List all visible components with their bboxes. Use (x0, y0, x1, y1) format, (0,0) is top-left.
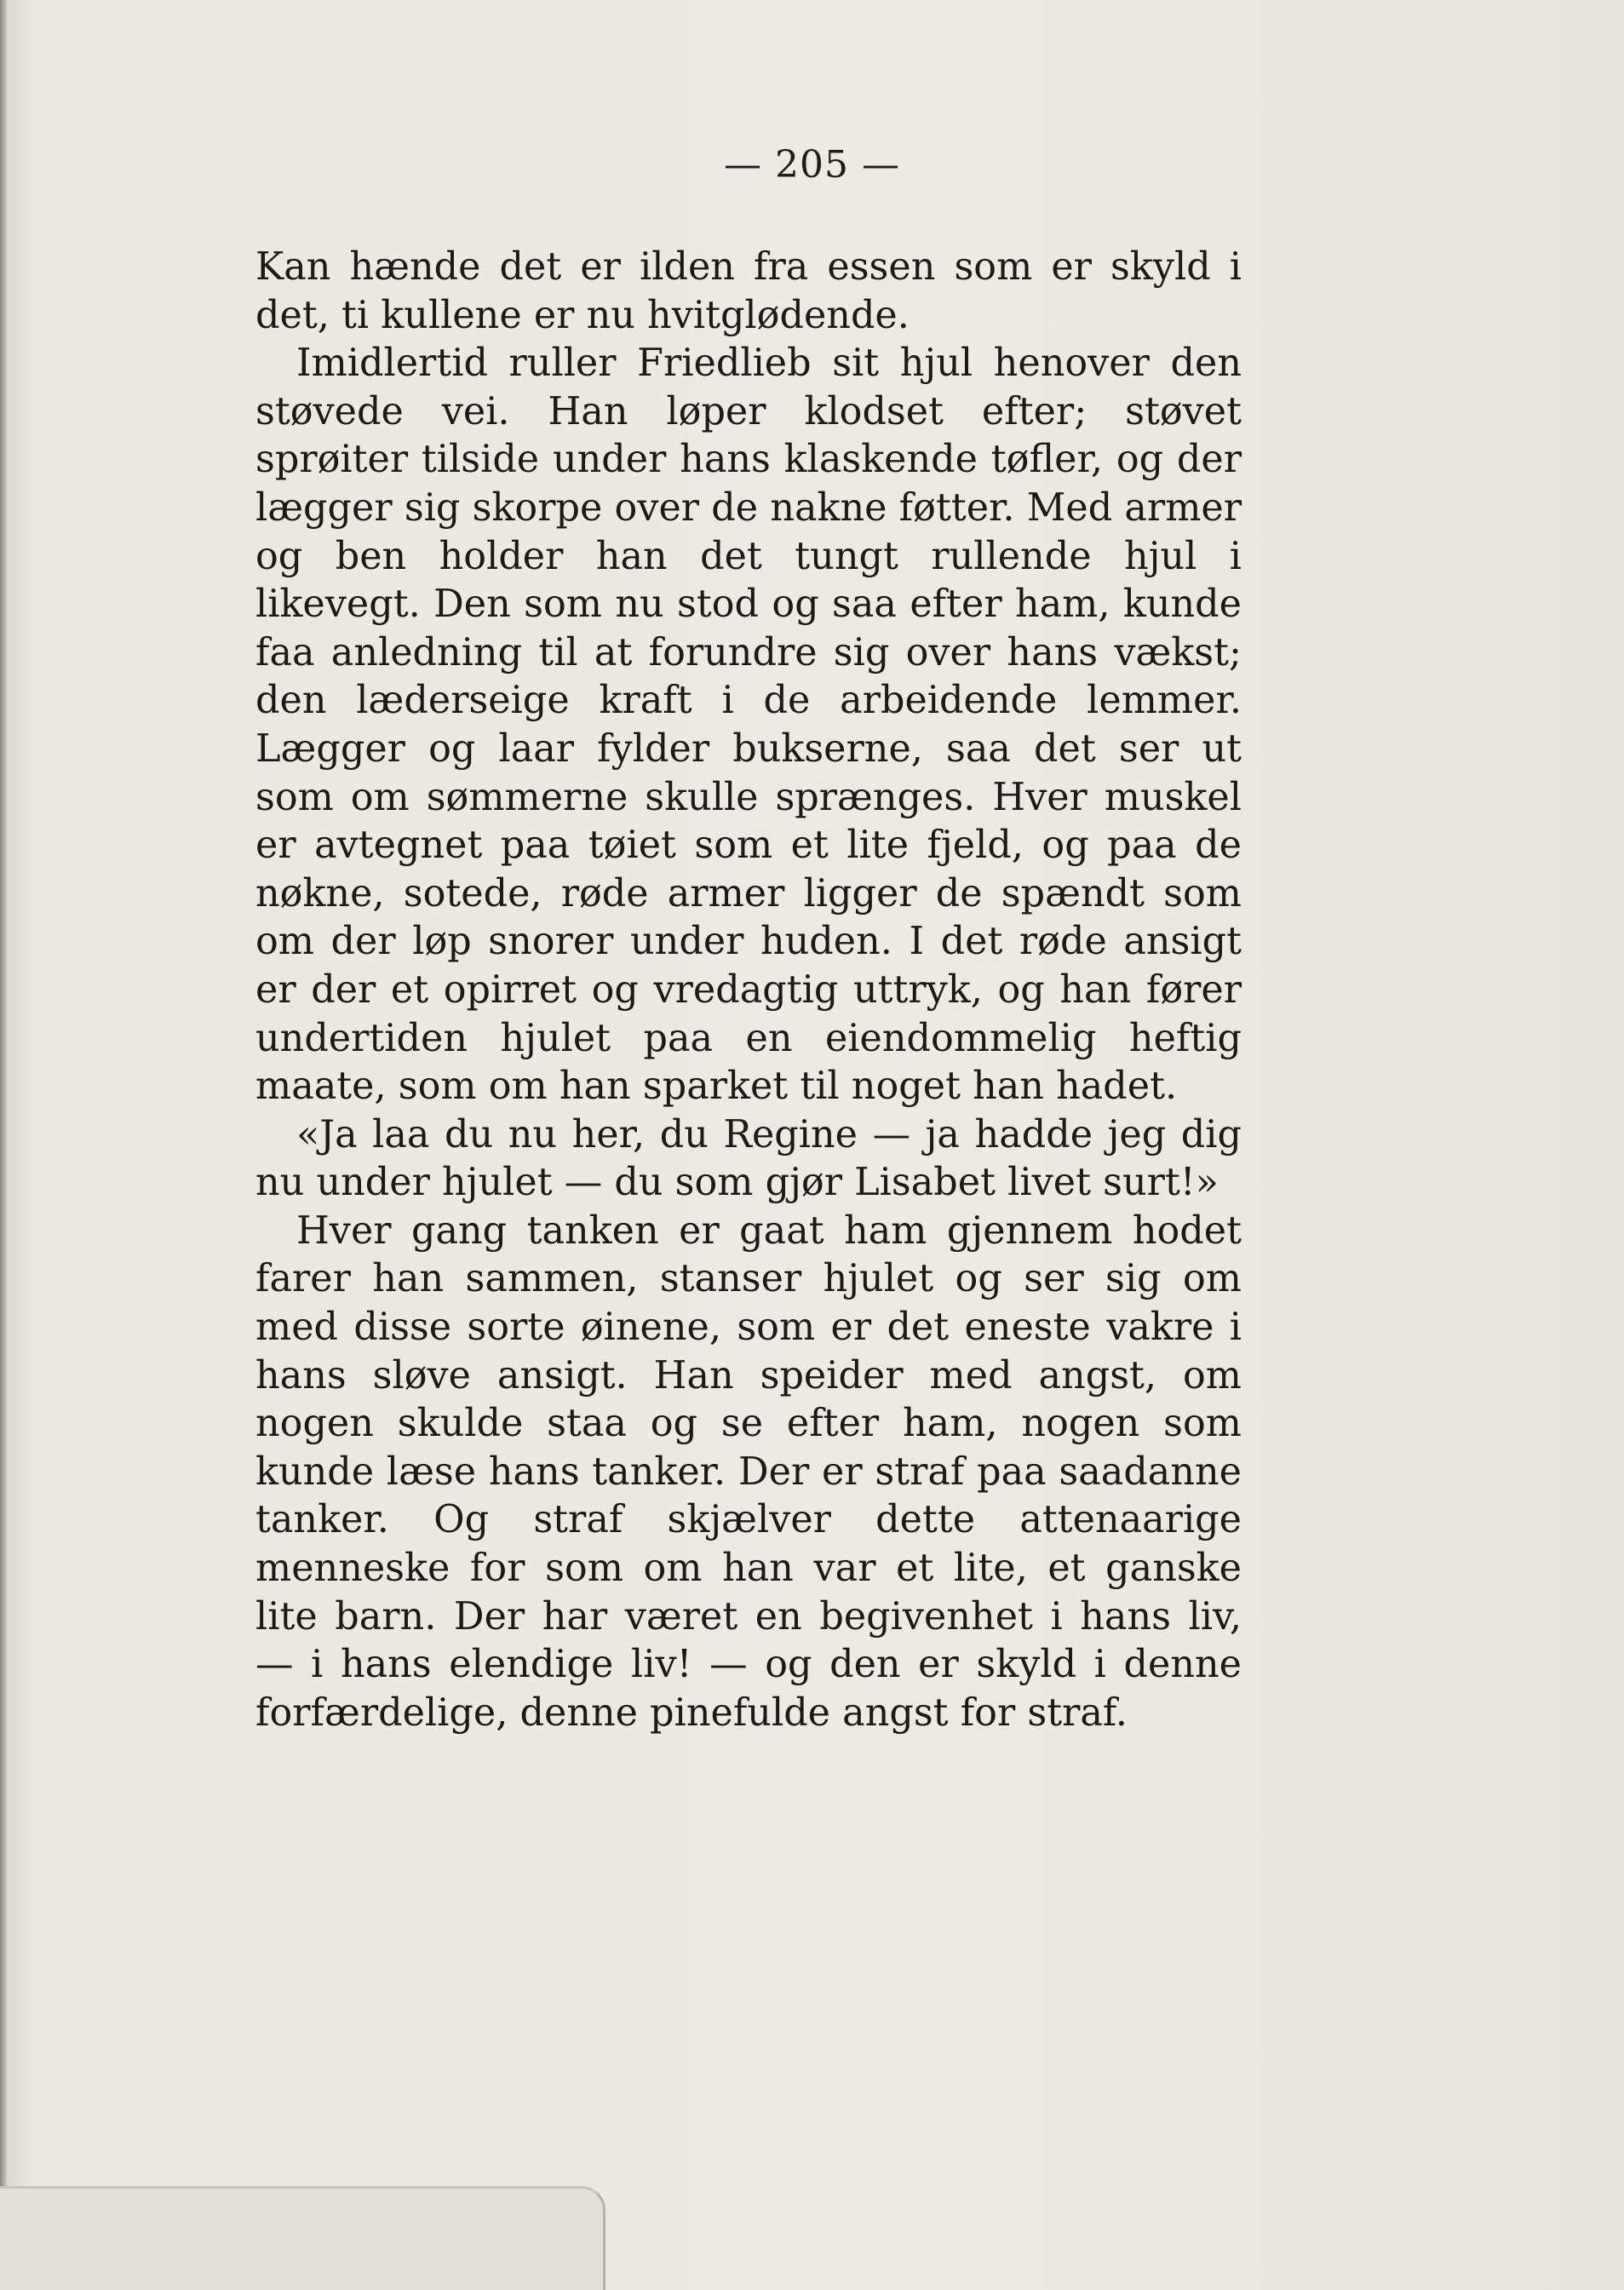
page-binding-edge (0, 0, 7, 2290)
paragraph: Hver gang tanken er gaat ham gjennem hodet farer han sammen, stanser hjulet og ser sig om med disse sorte øinene, som er det eneste vakre i hans sløve ansigt. Han speider med angst, om nogen skulde staa og se efter ham, nogen som kunde læse hans tanker. Der er straf paa saadanne tanker. Og straf skjælver dette attenaarige menneske for som om han var et lite, et ganske lite barn. Der har været en begivenhet i hans liv, — i hans elendige liv! — og den er skyld i denne forfærdelige, denne pinefulde angst for straf. (255, 1208, 1242, 1735)
paragraph: Kan hænde det er ilden fra essen som er skyld i det, ti kullene er nu hvitglødende. (255, 245, 1242, 337)
page-number: — 205 — (724, 143, 900, 187)
paragraph: Imidlertid ruller Friedlieb sit hjul henover den støvede vei. Han løper klodset efter; støvet sprøiter tilside under hans klaskende tøfler, og der lægger sig skorpe over de nakne føtter. Med armer og ben holder han det tungt rullende hjul i likevegt. Den som nu stod og saa efter ham, kunde faa anledning til at forundre sig over hans vækst; den læderseige kraft i de arbeidende lemmer. Lægger og laar fylder bukserne, saa det ser ut som om sømmerne skulle sprænges. Hver muskel er avtegnet paa tøiet som et lite fjeld, og paa de nøkne, sotede, røde armer ligger de spændt som om der løp snorer under huden. I det røde ansigt er der et opirret og vredagtig uttryk, og han fører undertiden hjulet paa en eiendommelig heftig maate, som om han sparket til noget han hadet. (255, 341, 1242, 1109)
underlying-page-edge (0, 2186, 605, 2290)
paragraph: «Ja laa du nu her, du Regine — ja hadde jeg dig nu under hjulet — du som gjør Lisabet livet surt!» (255, 1112, 1242, 1205)
body-text (255, 244, 1242, 1737)
